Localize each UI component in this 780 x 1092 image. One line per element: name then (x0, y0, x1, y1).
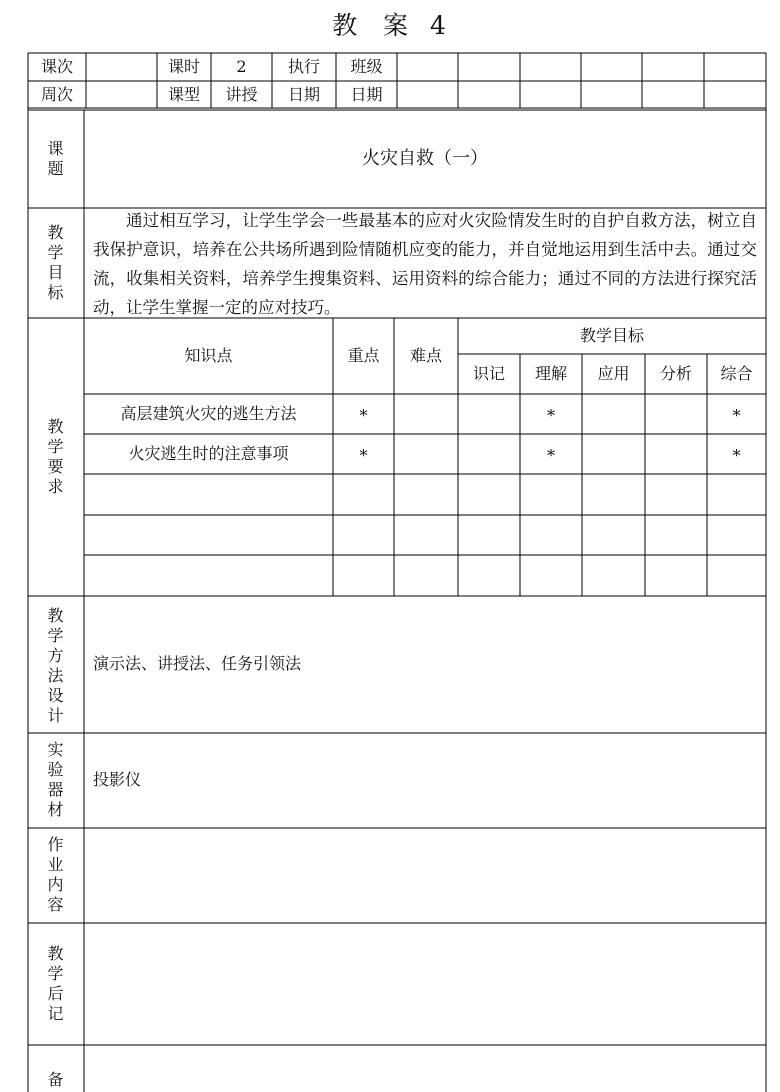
method-value: 演示法、讲授法、任务引领法 (93, 654, 302, 673)
col-key: 重点 (347, 346, 380, 365)
exec-label: 执行 (287, 57, 320, 76)
class-label: 班级 (350, 57, 383, 76)
goal-sub-synthesize: 综合 (720, 364, 753, 383)
equipment-value: 投影仪 (93, 770, 142, 789)
title-main: 教 案 (332, 11, 411, 40)
homework-label: 作 业 内 容 (47, 835, 64, 914)
goal-sub-analyze: 分析 (659, 364, 692, 383)
col-goal: 教学目标 (579, 326, 644, 345)
col-difficult: 难点 (409, 346, 442, 365)
goal-sub-memorize: 识记 (472, 364, 505, 383)
objectives-text: 通过相互学习，让学生学会一些最基本的应对火灾险情发生时的自护自救方法，树立自我保护意识，培养在公共场所遇到险情随机应变的能力，并自觉地运用到生活中去。通过交流，收集相关资料，培养学生搜集资料、运用资料的综合能力；通过不同的方法进行探究活动，让学生掌握一定的应对技巧。 (93, 211, 757, 317)
notes-label: 备 (47, 1070, 64, 1089)
row-1-understand-mark: * (547, 406, 555, 425)
date-label: 日期 (287, 85, 320, 104)
row-1-knowledge: 高层建筑火灾的逃生方法 (120, 404, 297, 423)
goal-sub-apply: 应用 (597, 364, 630, 383)
goal-sub-understand: 理解 (534, 364, 567, 383)
topic-label: 课 题 (47, 139, 64, 178)
period-value: 2 (236, 57, 247, 76)
topic-value: 火灾自救（一） (362, 148, 488, 169)
objectives-label: 教 学 目 标 (47, 223, 64, 302)
row-2-synthesize-mark: * (732, 446, 741, 465)
period-label: 课时 (167, 57, 200, 76)
reflection-label: 教 学 后 记 (47, 944, 64, 1023)
row-1-key-mark: * (359, 406, 368, 425)
type-value: 讲授 (225, 85, 258, 104)
lesson-no-label: 课次 (40, 57, 73, 76)
row-2-knowledge: 火灾逃生时的注意事项 (128, 444, 289, 463)
type-label: 课型 (167, 85, 200, 104)
week-label: 周次 (40, 85, 73, 104)
class-date-label: 日期 (350, 85, 383, 104)
title-number: 4 (430, 11, 448, 40)
col-knowledge: 知识点 (184, 346, 233, 365)
method-label: 教 学 方 法 设 计 (47, 606, 64, 725)
row-2-key-mark: * (359, 446, 368, 465)
equipment-label: 实 验 器 材 (47, 740, 64, 819)
row-1-synthesize-mark: * (732, 406, 741, 425)
row-2-understand-mark: * (547, 446, 555, 465)
requirements-label: 教 学 要 求 (47, 417, 64, 496)
